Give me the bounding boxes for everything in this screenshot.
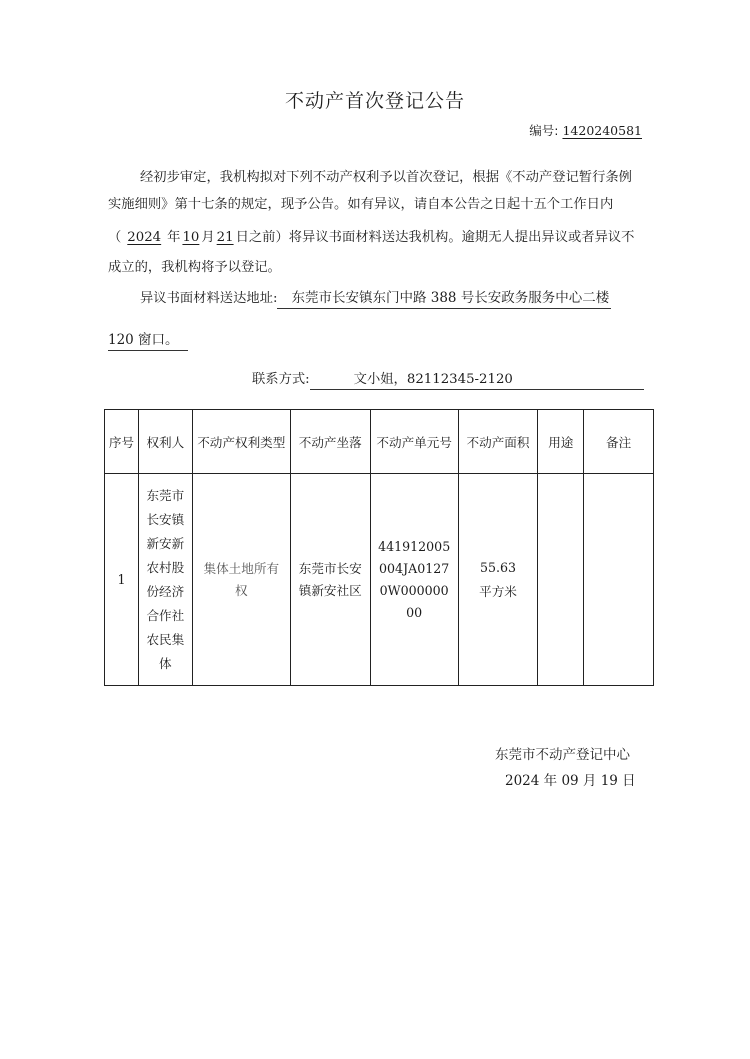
header-usage: 用途 [538, 410, 584, 474]
cell-location [290, 474, 370, 686]
right-type-text: 集体土地所有权 [203, 560, 280, 598]
signature-block [495, 742, 636, 794]
table-row [105, 474, 654, 686]
location-text: 东莞市长安镇新安社区 [298, 560, 362, 598]
cell-remark [584, 474, 654, 686]
cell-owner [138, 474, 192, 686]
header-area: 不动产面积 [458, 410, 538, 474]
deadline-year: 2024 [127, 230, 162, 245]
deadline-month: 10 [182, 230, 200, 245]
page-title: 不动产首次登记公告 [284, 90, 465, 112]
body-line-2: 实施细则》第十七条的规定，现予公告。如有异议，请自本公告之日起十五个工作日内 [108, 197, 614, 212]
contact-label: 联系方式: [252, 372, 310, 387]
body-line-1: 经初步审定，我机构拟对下列不动产权利予以首次登记，根据《不动产登记暂行条例 [140, 170, 632, 185]
area-value: 55.63 [479, 559, 517, 575]
issue-date: 2024 年 09 月 19 日 [505, 773, 636, 789]
serial-label: 编号: [529, 123, 559, 138]
cell-unit-no [370, 474, 458, 686]
deadline-month-char: 月 [201, 230, 215, 245]
body-line-3 [108, 226, 634, 245]
unit-no-text: 441912005004JA01270W00000000 [378, 538, 451, 620]
cell-area [458, 474, 538, 686]
cell-usage [538, 474, 584, 686]
cell-index: 1 [105, 474, 139, 686]
table-header-row [105, 410, 654, 474]
header-location: 不动产坐落 [290, 410, 370, 474]
header-unit-no: 不动产单元号 [370, 410, 458, 474]
body-line-3-rest: 日之前）将异议书面材料送达我机构。逾期无人提出异议或者异议不 [235, 230, 635, 245]
deadline-day: 21 [216, 230, 234, 245]
address-label: 异议书面材料送达地址: [140, 291, 278, 306]
contact-value: 文小姐，82112345-2120 [310, 368, 644, 390]
header-index: 序号 [105, 410, 139, 474]
deadline-open: （ [108, 230, 122, 245]
header-owner: 权利人 [138, 410, 192, 474]
cell-right-type [192, 474, 290, 686]
address-value-line-1: 东莞市长安镇东门中路 388 号长安政务服务中心二楼 [277, 286, 611, 309]
address-value-line-2: 120 窗口。 [108, 328, 188, 351]
serial-number [529, 121, 642, 139]
issuing-organization: 东莞市不动产登记中心 [495, 747, 630, 763]
body-line-4: 成立的，我机构将予以登记。 [108, 260, 281, 275]
property-table [104, 409, 654, 686]
deadline-year-char: 年 [167, 230, 181, 245]
owner-text: 东莞市长安镇新安新农村股份经济合作社农民集体 [146, 487, 185, 671]
contact-row [252, 368, 644, 390]
area-unit: 平方米 [479, 583, 517, 599]
address-row [140, 286, 611, 309]
serial-value: 1420240581 [562, 123, 642, 138]
header-remark: 备注 [584, 410, 654, 474]
header-right-type: 不动产权利类型 [192, 410, 290, 474]
